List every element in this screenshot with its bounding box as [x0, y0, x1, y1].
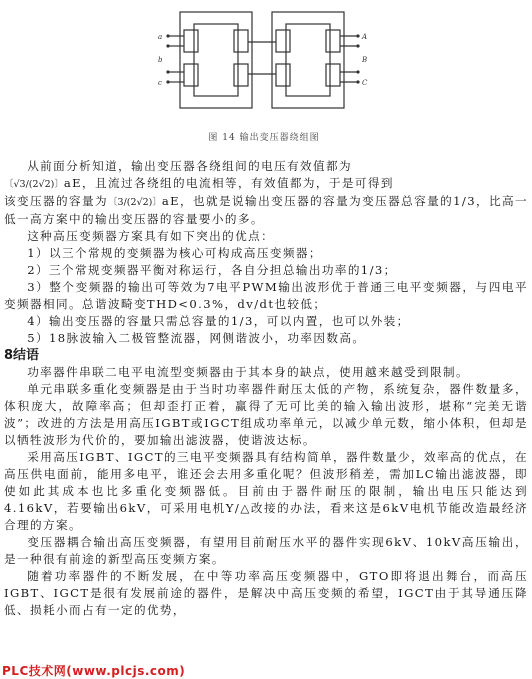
left-core — [180, 12, 252, 108]
formula-voltage: 〔√3/(2√2)〕 — [4, 179, 64, 190]
para-voltage: 〔√3/(2√2)〕aE，且流过各绕组的电流相等，有效值都为，于是可得到 — [4, 176, 394, 190]
advantage-5: 5）18脉波输入二极管整流器，网侧谐波小，功率因数高。 — [27, 331, 366, 345]
article-body — [4, 158, 528, 619]
label-c: c — [158, 79, 162, 87]
winding-diagram — [152, 2, 376, 128]
figure-caption: 图 14 输出变压器绕组图 — [208, 133, 320, 143]
conclusion-4: 变压器耦合输出高压变频器，有望用目前耐压水平的器件实现6kV、10kV高压输出，是一种很有前途的新型高压变频方案。 — [4, 535, 528, 566]
advantage-2: 2）三个常规变频器平衡对称运行，各自分担总输出功率的1/3； — [27, 263, 397, 277]
right-core — [272, 12, 344, 108]
conclusion-1: 功率器件串联二电平电流型变频器由于其本身的缺点，使用越来越受到限制。 — [27, 365, 469, 379]
para-advantages: 这种高压变频器方案具有如下突出的优点： — [27, 229, 275, 243]
formula-capacity: 〔3/(2√2)〕 — [108, 197, 162, 208]
section-heading: 8结语 — [4, 348, 40, 363]
label-A: A — [362, 33, 368, 41]
advantage-4: 4）输出变压器的容量只需总容量的1/3，可以内置，也可以外装； — [27, 314, 410, 328]
label-a: a — [158, 33, 163, 41]
left-window — [194, 24, 238, 96]
conclusion-3: 采用高压IGBT、IGCT的三电平变频器具有结构简单，器件数量少，效率高的优点，在高压供电面前，能用多电平，谁还会去用多重化呢？但波形稍差，需加LC输出滤波器，即使如此其成本也比多重化变频器低。目前由于器件耐压的限制，输出电压只能达到4.16kV，若要输出6kV，可采用电机Y/△改接的办法，看来这是6kV电机节能改造最经济合理的方案。 — [4, 450, 528, 532]
site-watermark: PLC技术网(www.plcjs.com) — [2, 664, 186, 678]
advantage-3: 3）整个变频器的输出可等效为7电平PWM输出波形优于普通三电平变频器，与四电平变频器相同。总谐波畸变THD<0.3%，dv/dt也较低； — [4, 280, 528, 311]
label-B: B — [362, 56, 368, 64]
label-C: C — [362, 79, 368, 87]
para-capacity: 该变压器的容量为〔3/(2√2)〕aE，也就是说输出变压器的容量为变压器总容量的1/3，比高一低一高方案中的输出变压器的容量要小的多。 — [4, 194, 528, 226]
conclusion-2: 单元串联多重化变频器是由于当时功率器件耐压太低的产物，系统复杂，器件数量多，体积庞大，故障率高；但却歪打正着，赢得了无可比美的输入输出波形，堪称“完美无谐波”；改进的方法是用高压IGBT或IGCT组成功率单元，以减少单元数，缩小体积，但却是以牺牲波形为代价的，要加输出滤波器，使谐波达标。 — [4, 382, 528, 447]
right-window — [286, 24, 330, 96]
conclusion-5: 随着功率器件的不断发展，在中等功率高压变频器中，GTO即将退出舞台，而高压IGBT、IGCT是很有发展前途的器件，是解决中高压变频的希望，IGCT由于其导通压降低、损耗小而占有一定的优势， — [4, 569, 528, 617]
label-b: b — [158, 56, 163, 64]
advantage-1: 1）以三个常规的变频器为核心可构成高压变频器； — [27, 246, 322, 260]
transformer-winding-figure — [152, 2, 376, 150]
para-intro: 从前面分析知道，输出变压器各绕组间的电压有效值都为 — [27, 159, 353, 173]
